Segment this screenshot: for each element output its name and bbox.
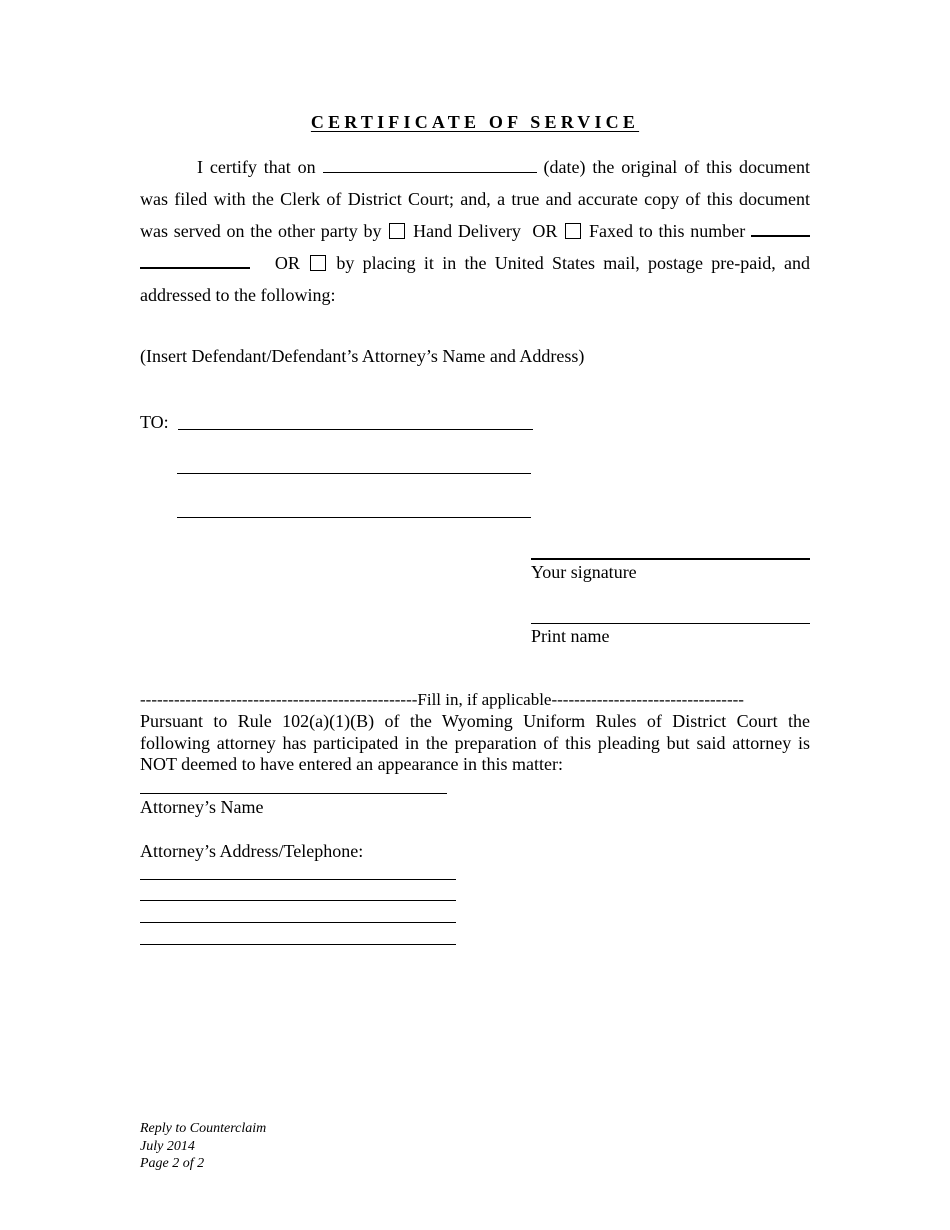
document-title: CERTIFICATE OF SERVICE — [310, 112, 640, 132]
page-footer — [140, 1120, 266, 1173]
or-label-2: OR — [274, 253, 300, 273]
recipient-line-2[interactable] — [177, 473, 531, 474]
print-name-label: Print name — [531, 626, 610, 646]
mail-label: by placing it in the United States mail, postage pre-paid, and addressed to the following: — [140, 253, 811, 305]
recipient-line-3[interactable] — [177, 517, 531, 518]
footer-page-number: Page 2 of 2 — [140, 1156, 205, 1171]
attorney-name-line[interactable] — [140, 793, 447, 794]
attorney-address-line-2[interactable] — [140, 900, 456, 901]
print-name-line[interactable] — [531, 623, 810, 624]
rule-paragraph: Pursuant to Rule 102(a)(1)(B) of the Wyoming Uniform Rules of District Court the following attorney has participated in the preparation of this pleading but said attorney is NOT deemed to have entered an appearance in this matter: — [140, 711, 810, 774]
hand-delivery-checkbox[interactable] — [389, 223, 405, 239]
hand-delivery-label: Hand Delivery — [413, 221, 521, 241]
fax-number-field-continued[interactable] — [140, 252, 250, 269]
date-field[interactable] — [323, 156, 537, 173]
footer-date: July 2014 — [140, 1138, 195, 1154]
attorney-address-line-1[interactable] — [140, 879, 456, 880]
attorney-name-label: Attorney’s Name — [140, 797, 264, 817]
certify-text-start: I certify that on — [197, 157, 316, 177]
document-page — [140, 0, 810, 1230]
mail-checkbox[interactable] — [310, 255, 326, 271]
attorney-address-label: Attorney’s Address/Telephone: — [140, 841, 364, 861]
to-label: TO: — [140, 412, 169, 432]
certify-paragraph — [140, 151, 810, 311]
certify-text-filed: (date) the original of this document was filed with the Clerk of District Court; and, a true and accurate copy of this document was served on the other party by — [140, 157, 811, 241]
attorney-address-line-3[interactable] — [140, 922, 456, 923]
signature-line[interactable] — [531, 558, 810, 560]
attorney-address-line-4[interactable] — [140, 944, 456, 945]
recipient-line-1[interactable] — [178, 429, 533, 430]
address-instruction: (Insert Defendant/Defendant’s Attorney’s Name and Address) — [140, 346, 585, 366]
or-label-1: OR — [532, 221, 558, 241]
faxed-label: Faxed to this number — [588, 221, 746, 241]
fax-number-field[interactable] — [751, 220, 810, 237]
fill-in-divider: -------------------------------------------------Fill in, if applicable---------------------------------- — [140, 690, 744, 709]
faxed-checkbox[interactable] — [565, 223, 581, 239]
signature-label: Your signature — [531, 562, 637, 582]
footer-document-name: Reply to Counterclaim — [140, 1121, 267, 1136]
